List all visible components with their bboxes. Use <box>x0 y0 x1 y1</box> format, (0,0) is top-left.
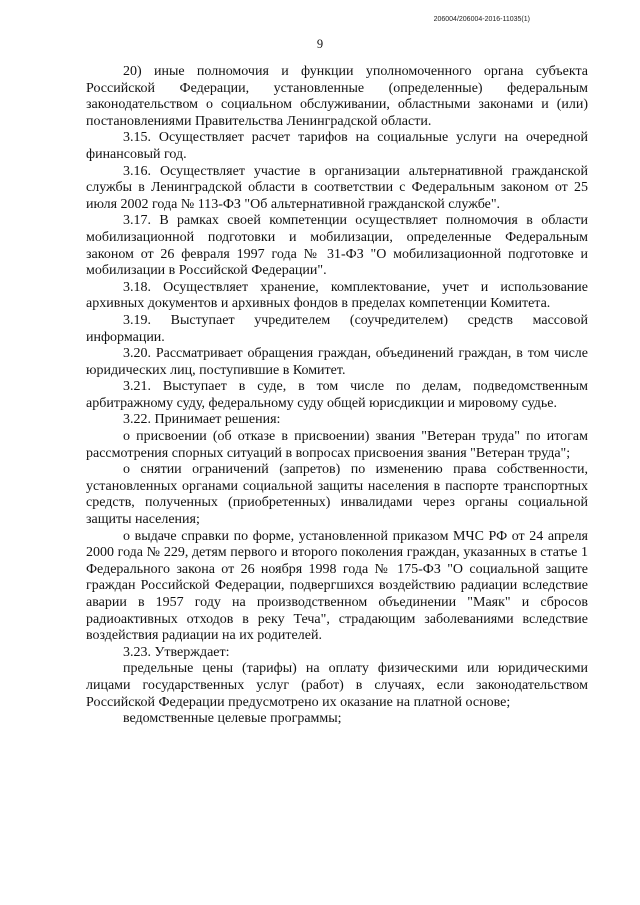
paragraph-3-23-prices: предельные цены (тарифы) на оплату физическими или юридическими лицами государственных услуг (работ) в случаях, если законодательством Российской Федерации предусмотрено их оказание на платной основе; <box>86 661 588 710</box>
paragraph-3-22-certificate: о выдаче справки по форме, установленной приказом МЧС РФ от 24 апреля 2000 года № 229, детям первого и второго поколения граждан, указанных в статье 1 Федерального закона от 26 ноября 1998 года № 175-ФЗ "О социальной защите граждан Российской Федерации, подвергшихся воздействию радиации вследствие аварии в 1957 году на производственном объединении "Маяк" и сбросов радиоактивных отходов в реку Теча", страдающим заболеваниями вследствие воздействия радиации на их родителей. <box>86 528 588 644</box>
paragraph-3-17: 3.17. В рамках своей компетенции осуществляет полномочия в области мобилизационной подготовки и мобилизации, определенные Федеральным законом от 26 февраля 1997 года № 31-ФЗ "О мобилизационной подготовке и мобилизации в Российской Федерации". <box>86 213 588 279</box>
paragraph-3-19: 3.19. Выступает учредителем (соучредителем) средств массовой информации. <box>86 312 588 345</box>
paragraph-3-15: 3.15. Осуществляет расчет тарифов на социальные услуги на очередной финансовый год. <box>86 130 588 162</box>
paragraph-3-23: 3.23. Утверждает: <box>123 644 230 660</box>
paragraph-3-21: 3.21. Выступает в суде, в том числе по делам, подведомственным арбитражному суду, федеральному суду общей юрисдикции и мировому судье. <box>86 379 588 411</box>
paragraph-3-22-veteran: о присвоении (об отказе в присвоении) звания "Ветеран труда" по итогам рассмотрения спорных ситуаций в вопросах присвоения звания "Ветеран труда"; <box>86 429 588 461</box>
document-body <box>86 64 588 728</box>
paragraph-3-23-programs: ведомственные целевые программы; <box>123 711 342 727</box>
paragraph-3-22: 3.22. Принимает решения: <box>123 412 281 428</box>
paragraph-item-20: 20) иные полномочия и функции уполномоченного органа субъекта Российской Федерации, установленные (определенные) федеральным законодательством о социальном обслуживании, областными законами и (или) постановлениями Правительства Ленинградской области. <box>86 64 588 129</box>
paragraph-3-20: 3.20. Рассматривает обращения граждан, объединений граждан, в том числе юридических лиц, поступившие в Комитет. <box>86 346 588 378</box>
paragraph-3-16: 3.16. Осуществляет участие в организации альтернативной гражданской службы в Ленинградской области в соответствии с Федеральным законом от 25 июля 2002 года № 113-ФЗ "Об альтернативной гражданской службе". <box>86 163 588 212</box>
paragraph-3-22-restrictions: о снятии ограничений (запретов) по изменению права собственности, установленных органами социальной защиты населения в паспорте транспортных средств, полученных (приобретенных) инвалидами через органы социальной защиты населения; <box>86 462 588 528</box>
paragraph-3-18: 3.18. Осуществляет хранение, комплектование, учет и использование архивных документов и архивных фондов в пределах компетенции Комитета. <box>86 279 588 312</box>
page-number: 9 <box>316 37 324 51</box>
document-id: 206004/206004-2016-11035(1) <box>433 16 530 23</box>
